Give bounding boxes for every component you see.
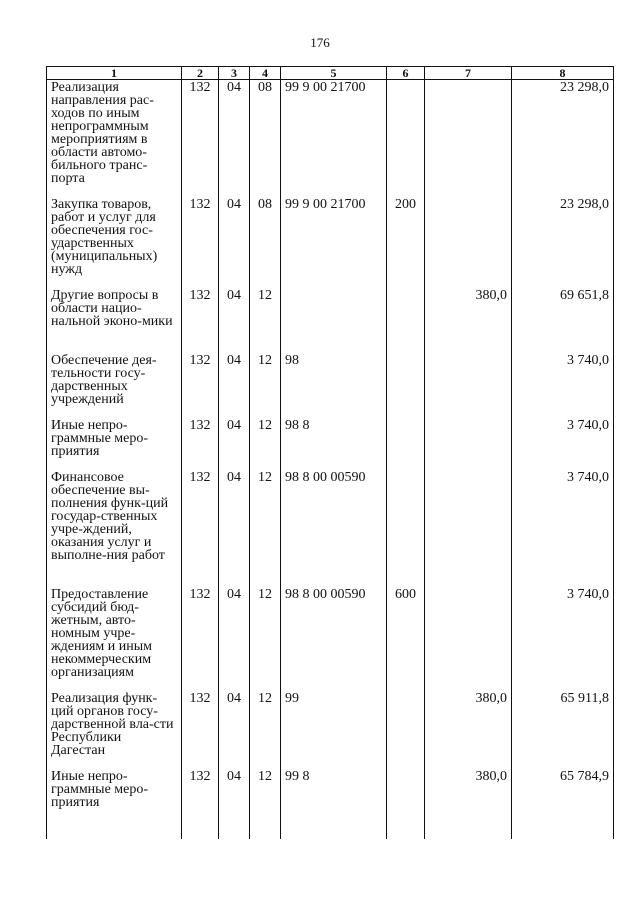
cell-col-8: 23 298,0 xyxy=(512,80,614,197)
cell-col-3: 04 xyxy=(219,418,250,470)
cell-col-8: 69 651,8 xyxy=(512,288,614,353)
cell-col-6: 200 xyxy=(387,197,425,288)
cell-col-3: 04 xyxy=(219,769,250,839)
cell-col-6 xyxy=(387,691,425,769)
cell-col-2: 132 xyxy=(182,470,219,587)
column-header-4: 4 xyxy=(250,67,281,80)
cell-col-4: 12 xyxy=(250,470,281,587)
cell-col-5: 98 8 xyxy=(281,418,387,470)
column-header-3: 3 xyxy=(219,67,250,80)
cell-col-5: 98 8 00 00590 xyxy=(281,470,387,587)
cell-col-7 xyxy=(425,197,512,288)
cell-col-3: 04 xyxy=(219,470,250,587)
table-row xyxy=(47,470,614,587)
table-row xyxy=(47,587,614,691)
cell-col-4: 12 xyxy=(250,288,281,353)
cell-col-7: 380,0 xyxy=(425,288,512,353)
row-name: Предоставление субсидий бюд-жетным, авто-номным учре-ждениям и иным некоммерческим организациям xyxy=(47,587,182,691)
row-name: Финансовое обеспечение вы-полнения функ-ций государ-ственных учре-ждений, оказания услуг и выполне-ния работ xyxy=(47,470,182,587)
cell-col-7 xyxy=(425,470,512,587)
cell-col-7: 380,0 xyxy=(425,769,512,839)
row-name: Реализация направления рас-ходов по иным непрограммным мероприятиям в области автомо-бильного транс-порта xyxy=(47,80,182,197)
cell-col-6 xyxy=(387,418,425,470)
column-header-8: 8 xyxy=(512,67,614,80)
cell-col-2: 132 xyxy=(182,769,219,839)
cell-col-2: 132 xyxy=(182,288,219,353)
cell-col-7 xyxy=(425,418,512,470)
cell-col-8: 3 740,0 xyxy=(512,418,614,470)
row-name: Реализация функ-ций органов госу-дарственной вла-сти Республики Дагестан xyxy=(47,691,182,769)
cell-col-2: 132 xyxy=(182,418,219,470)
cell-col-7 xyxy=(425,587,512,691)
cell-col-5: 99 xyxy=(281,691,387,769)
cell-col-6 xyxy=(387,769,425,839)
cell-col-6 xyxy=(387,353,425,418)
cell-col-5: 98 8 00 00590 xyxy=(281,587,387,691)
row-name: Другие вопросы в области нацио-нальной эконо-мики xyxy=(47,288,182,353)
cell-col-2: 132 xyxy=(182,691,219,769)
cell-col-4: 08 xyxy=(250,197,281,288)
cell-col-4: 08 xyxy=(250,80,281,197)
column-header-6: 6 xyxy=(387,67,425,80)
cell-col-4: 12 xyxy=(250,587,281,691)
cell-col-8: 3 740,0 xyxy=(512,587,614,691)
table-row xyxy=(47,288,614,353)
cell-col-5: 99 8 xyxy=(281,769,387,839)
cell-col-2: 132 xyxy=(182,353,219,418)
table-row xyxy=(47,197,614,288)
cell-col-6 xyxy=(387,470,425,587)
cell-col-3: 04 xyxy=(219,197,250,288)
cell-col-3: 04 xyxy=(219,587,250,691)
row-name: Иные непро-граммные меро-приятия xyxy=(47,418,182,470)
row-name: Обеспечение дея-тельности госу-дарственных учреждений xyxy=(47,353,182,418)
cell-col-5: 99 9 00 21700 xyxy=(281,197,387,288)
cell-col-8: 3 740,0 xyxy=(512,470,614,587)
table-row xyxy=(47,691,614,769)
cell-col-2: 132 xyxy=(182,197,219,288)
page-number: 176 xyxy=(310,35,330,50)
cell-col-7 xyxy=(425,80,512,197)
cell-col-6 xyxy=(387,80,425,197)
table-row xyxy=(47,80,614,197)
cell-col-7 xyxy=(425,353,512,418)
cell-col-4: 12 xyxy=(250,769,281,839)
cell-col-5: 98 xyxy=(281,353,387,418)
cell-col-5 xyxy=(281,288,387,353)
column-header-5: 5 xyxy=(281,67,387,80)
cell-col-5: 99 9 00 21700 xyxy=(281,80,387,197)
cell-col-3: 04 xyxy=(219,353,250,418)
cell-col-6 xyxy=(387,288,425,353)
budget-table xyxy=(46,66,614,839)
cell-col-6: 600 xyxy=(387,587,425,691)
cell-col-4: 12 xyxy=(250,691,281,769)
cell-col-8: 3 740,0 xyxy=(512,353,614,418)
cell-col-2: 132 xyxy=(182,80,219,197)
table-row xyxy=(47,353,614,418)
cell-col-8: 23 298,0 xyxy=(512,197,614,288)
cell-col-3: 04 xyxy=(219,288,250,353)
cell-col-3: 04 xyxy=(219,691,250,769)
column-header-1: 1 xyxy=(47,67,182,80)
cell-col-8: 65 911,8 xyxy=(512,691,614,769)
cell-col-8: 65 784,9 xyxy=(512,769,614,839)
column-header-2: 2 xyxy=(182,67,219,80)
cell-col-7: 380,0 xyxy=(425,691,512,769)
row-name: Иные непро-граммные меро-приятия xyxy=(47,769,182,839)
cell-col-4: 12 xyxy=(250,418,281,470)
cell-col-2: 132 xyxy=(182,587,219,691)
cell-col-3: 04 xyxy=(219,80,250,197)
table-row xyxy=(47,769,614,839)
cell-col-4: 12 xyxy=(250,353,281,418)
table-row xyxy=(47,418,614,470)
column-header-7: 7 xyxy=(425,67,512,80)
row-name: Закупка товаров, работ и услуг для обеспечения гос-ударственных (муниципальных) нужд xyxy=(47,197,182,288)
table-header-row xyxy=(47,67,614,80)
